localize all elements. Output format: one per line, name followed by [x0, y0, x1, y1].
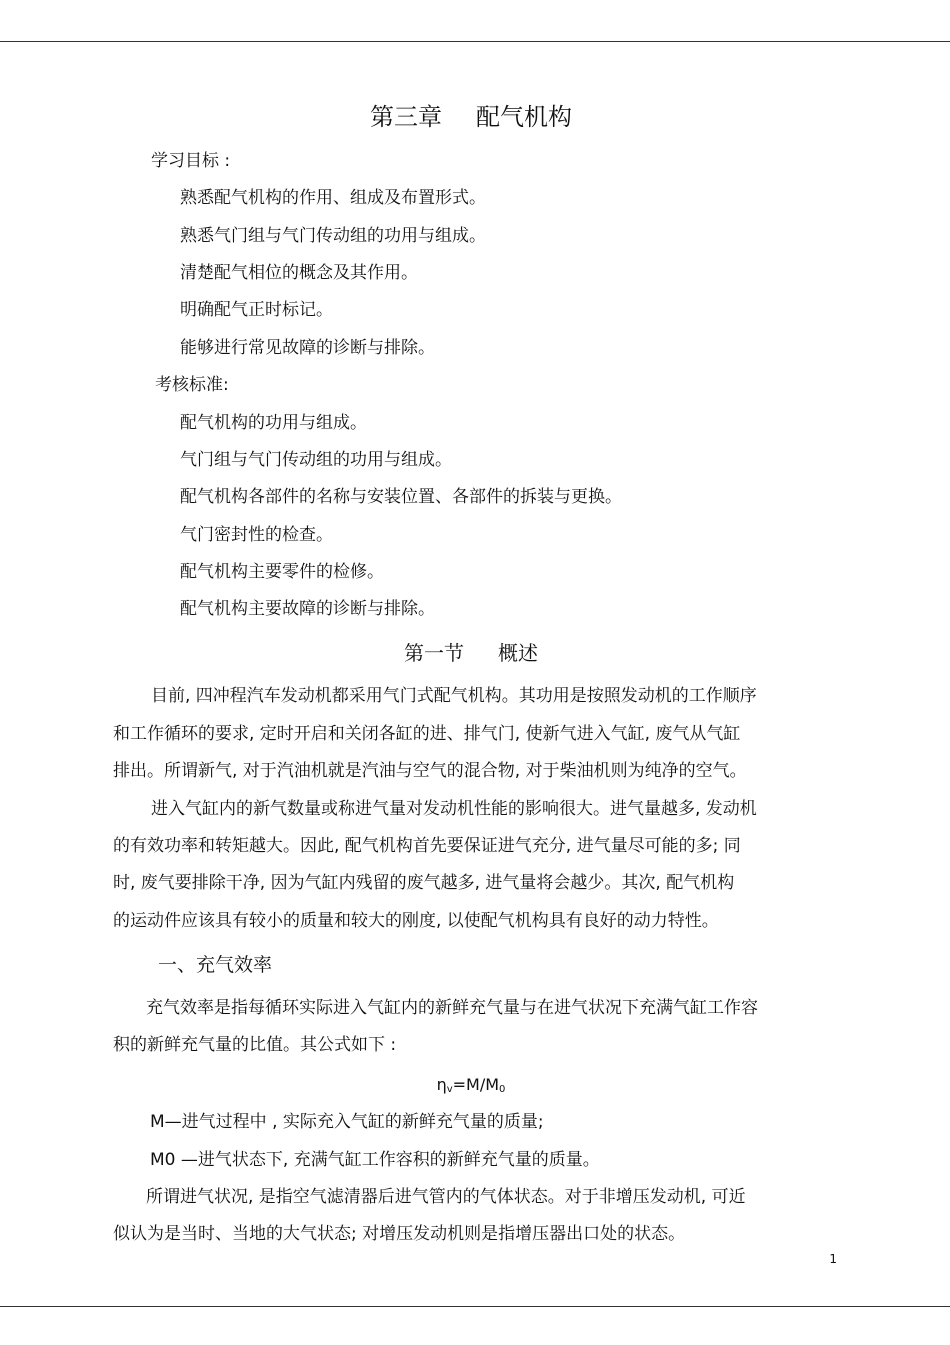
- assessment-item: 配气机构主要故障的诊断与排除。: [180, 599, 435, 619]
- paragraph-line: 充气效率是指每循环实际进入气缸内的新鲜充气量与在进气状况下充满气缸工作容: [146, 998, 758, 1018]
- chapter-title: [0, 102, 942, 132]
- section-title: [0, 640, 942, 666]
- formula-sub-0: 0: [499, 1084, 506, 1095]
- formula-eta: η: [436, 1075, 447, 1094]
- paragraph-line: 积的新鲜充气量的比值。其公式如下 :: [113, 1035, 397, 1055]
- objective-item: 明确配气正时标记。: [180, 300, 333, 320]
- paragraph-line: 进入气缸内的新气数量或称进气量对发动机性能的影响很大。进气量越多, 发动机: [151, 799, 757, 819]
- page-number: 1: [829, 1252, 837, 1266]
- paragraph-line: 和工作循环的要求, 定时开启和关闭各缸的进、排气门, 使新气进入气缸, 废气从气缸: [113, 724, 741, 744]
- paragraph-line: 的有效功率和转矩越大。因此, 配气机构首先要保证进气充分, 进气量尽可能的多; 同: [113, 836, 741, 856]
- footer-rule: [0, 1306, 950, 1307]
- objectives-heading: 学习目标 :: [151, 151, 231, 171]
- definition-line: M0 —进气状态下, 充满气缸工作容积的新鲜充气量的质量。: [150, 1150, 600, 1170]
- formula-rhs: =M/M: [452, 1075, 500, 1094]
- definition-line: M—进气过程中 , 实际充入气缸的新鲜充气量的质量;: [150, 1112, 544, 1132]
- objective-item: 清楚配气相位的概念及其作用。: [180, 263, 418, 283]
- paragraph-line: 似认为是当时、当地的大气状态; 对增压发动机则是指增压器出口处的状态。: [113, 1224, 686, 1244]
- assessment-item: 气门密封性的检查。: [180, 525, 333, 545]
- paragraph-line: 排出。所谓新气, 对于汽油机就是汽油与空气的混合物, 对于柴油机则为纯净的空气。: [113, 761, 747, 781]
- section-name: 概述: [498, 641, 538, 665]
- assessment-item: 配气机构主要零件的检修。: [180, 562, 384, 582]
- assessment-item: 气门组与气门传动组的功用与组成。: [180, 450, 452, 470]
- objective-item: 能够进行常见故障的诊断与排除。: [180, 338, 435, 358]
- paragraph-line: 时, 废气要排除干净, 因为气缸内残留的废气越多, 进气量将会越少。其次, 配气机构: [113, 873, 735, 893]
- subsection-title: 一、充气效率: [158, 954, 273, 976]
- assessment-heading: 考核标准:: [155, 375, 229, 395]
- chapter-name: 配气机构: [476, 103, 572, 131]
- paragraph-line: 的运动件应该具有较小的质量和较大的刚度, 以使配气机构具有良好的动力特性。: [113, 911, 719, 931]
- paragraph-line: 目前, 四冲程汽车发动机都采用气门式配气机构。其功用是按照发动机的工作顺序: [151, 686, 757, 706]
- assessment-item: 配气机构的功用与组成。: [180, 413, 367, 433]
- assessment-item: 配气机构各部件的名称与安装位置、各部件的拆装与更换。: [180, 487, 622, 507]
- objective-item: 熟悉配气机构的作用、组成及布置形式。: [180, 188, 486, 208]
- paragraph-line: 所谓进气状况, 是指空气滤清器后进气管内的气体状态。对于非增压发动机, 可近: [146, 1187, 746, 1207]
- efficiency-formula: [0, 1074, 942, 1101]
- chapter-number: 第三章: [370, 103, 442, 131]
- formula-sub-v: v: [446, 1084, 453, 1095]
- objective-item: 熟悉气门组与气门传动组的功用与组成。: [180, 226, 486, 246]
- section-number: 第一节: [404, 641, 464, 665]
